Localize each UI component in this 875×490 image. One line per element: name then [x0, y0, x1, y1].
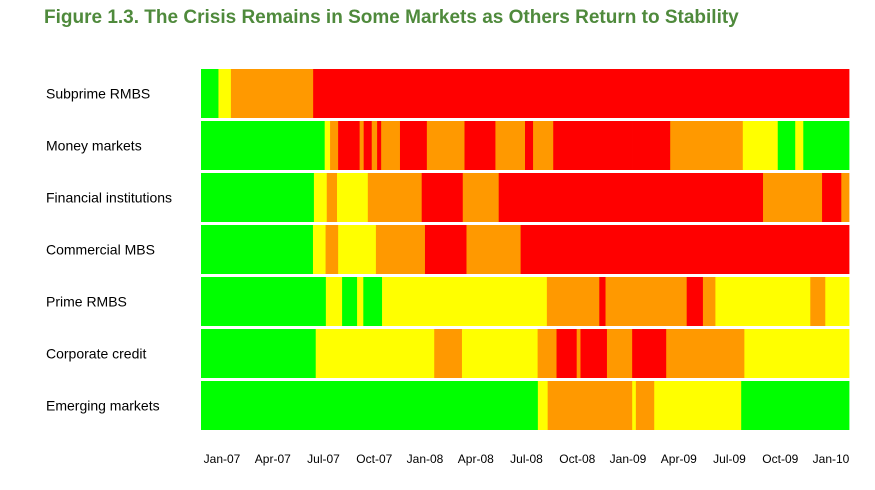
heatmap-cell — [326, 277, 343, 326]
heatmap-cell — [377, 121, 381, 170]
heatmap-cell — [741, 381, 849, 430]
heatmap-cell — [715, 277, 810, 326]
heatmap-row — [46, 329, 849, 378]
heatmap-cell — [763, 173, 822, 222]
heatmap-row — [46, 173, 849, 222]
heatmap-cell — [632, 381, 636, 430]
heatmap-cell — [363, 277, 382, 326]
x-tick-label: Apr-07 — [254, 452, 291, 466]
heatmap-cell — [201, 69, 219, 118]
heatmap-cell — [841, 173, 849, 222]
heatmap-cell — [434, 329, 462, 378]
heatmap-cell — [538, 329, 557, 378]
heatmap-cell — [463, 173, 499, 222]
heatmap-cell — [632, 329, 666, 378]
heatmap-cell — [364, 121, 372, 170]
heatmap-cell — [465, 121, 496, 170]
heatmap-cell — [231, 69, 235, 118]
heatmap-cell — [313, 69, 849, 118]
heatmap-cell — [670, 121, 743, 170]
heatmap-row — [46, 121, 849, 170]
heatmap-cell — [577, 329, 581, 378]
heatmap-cell — [499, 173, 529, 222]
heatmap-cell — [325, 121, 331, 170]
x-tick-label: Jul-09 — [713, 452, 746, 466]
heatmap-cell — [507, 329, 538, 378]
heatmap-cell — [381, 121, 400, 170]
heatmap-cell — [553, 121, 595, 170]
heatmap-row — [46, 381, 849, 430]
heatmap-cell — [495, 121, 525, 170]
heatmap-cell — [538, 381, 548, 430]
heatmap-cell — [580, 329, 607, 378]
heatmap-cell — [361, 329, 435, 378]
heatmap-cell — [533, 121, 554, 170]
heatmap-cell — [548, 381, 623, 430]
x-tick-label: Oct-07 — [356, 452, 393, 466]
heatmap-cell — [368, 173, 422, 222]
heatmap-cell — [595, 121, 633, 170]
heatmap-cell — [201, 173, 314, 222]
heatmap-cell — [316, 329, 362, 378]
heatmap-cell — [810, 277, 825, 326]
heatmap-cell — [753, 173, 764, 222]
x-tick-label: Apr-08 — [457, 452, 494, 466]
heatmap-cell — [744, 329, 849, 378]
heatmap-cell — [778, 121, 796, 170]
heatmap-cell — [201, 381, 538, 430]
heatmap-cell — [547, 277, 600, 326]
heatmap-cell — [338, 121, 360, 170]
heatmap-cell — [357, 277, 364, 326]
heatmap-cell — [201, 329, 316, 378]
heatmap-cell — [803, 121, 849, 170]
heatmap-cell — [400, 121, 427, 170]
heatmap-cell — [235, 69, 314, 118]
heatmap-cell — [411, 277, 547, 326]
heatmap-cell — [743, 121, 778, 170]
heatmap-cell — [422, 173, 463, 222]
heatmap-cell — [825, 277, 849, 326]
heatmap-cell — [636, 381, 655, 430]
heatmap-cell — [338, 225, 376, 274]
heatmap-cell — [822, 173, 842, 222]
heatmap-cell — [337, 173, 368, 222]
heatmap-cell — [599, 277, 606, 326]
heatmap-cell — [633, 121, 671, 170]
heatmap-cell — [687, 277, 704, 326]
heatmap-cell — [360, 121, 364, 170]
heatmap-cell — [382, 277, 411, 326]
heatmap-cell — [521, 225, 850, 274]
x-tick-label: Apr-09 — [660, 452, 697, 466]
heatmap-cell — [606, 277, 688, 326]
heatmap-cell — [466, 225, 521, 274]
heatmap-cell — [218, 69, 231, 118]
row-label: Financial institutions — [46, 189, 173, 206]
heatmap-cell — [462, 329, 508, 378]
heatmap-cell — [427, 121, 465, 170]
row-label: Commercial MBS — [46, 241, 155, 258]
heatmap-cell — [622, 381, 632, 430]
heatmap-cell — [201, 277, 326, 326]
heatmap-cell — [703, 277, 716, 326]
heatmap-cell — [528, 173, 753, 222]
heatmap-row — [46, 225, 849, 274]
heatmap-cell — [342, 277, 357, 326]
heatmap-cell — [326, 225, 339, 274]
x-tick-label: Jan-07 — [203, 452, 241, 466]
x-tick-label: Jan-09 — [609, 452, 647, 466]
x-tick-label: Oct-09 — [762, 452, 799, 466]
row-label: Money markets — [46, 137, 142, 154]
heatmap-cell — [795, 121, 803, 170]
heatmap-row — [46, 277, 849, 326]
heatmap-cell — [557, 329, 578, 378]
heatmap-cell — [654, 381, 741, 430]
row-label: Prime RMBS — [46, 293, 127, 310]
heatmap-cell — [376, 225, 425, 274]
x-tick-label: Jan-08 — [406, 452, 444, 466]
heatmap-cell — [525, 121, 533, 170]
x-tick-label: Jan-10 — [812, 452, 850, 466]
heatmap-cell — [666, 329, 745, 378]
heatmap-cell — [330, 121, 338, 170]
heatmap-cell — [327, 173, 338, 222]
heatmap-cell — [201, 225, 313, 274]
x-tick-label: Oct-08 — [559, 452, 596, 466]
row-label: Corporate credit — [46, 345, 147, 362]
heatmap-cell — [314, 173, 327, 222]
heatmap-cell — [372, 121, 378, 170]
heatmap-row — [46, 69, 849, 118]
heatmap-cell — [425, 225, 467, 274]
x-tick-label: Jul-07 — [307, 452, 340, 466]
heatmap-cell — [313, 225, 326, 274]
row-label: Emerging markets — [46, 397, 160, 414]
chart-title: Figure 1.3. The Crisis Remains in Some Markets as Others Return to Stability — [44, 7, 739, 28]
heatmap-cell — [607, 329, 633, 378]
row-label: Subprime RMBS — [46, 85, 151, 102]
heatmap-cell — [201, 121, 325, 170]
x-tick-label: Jul-08 — [510, 452, 543, 466]
